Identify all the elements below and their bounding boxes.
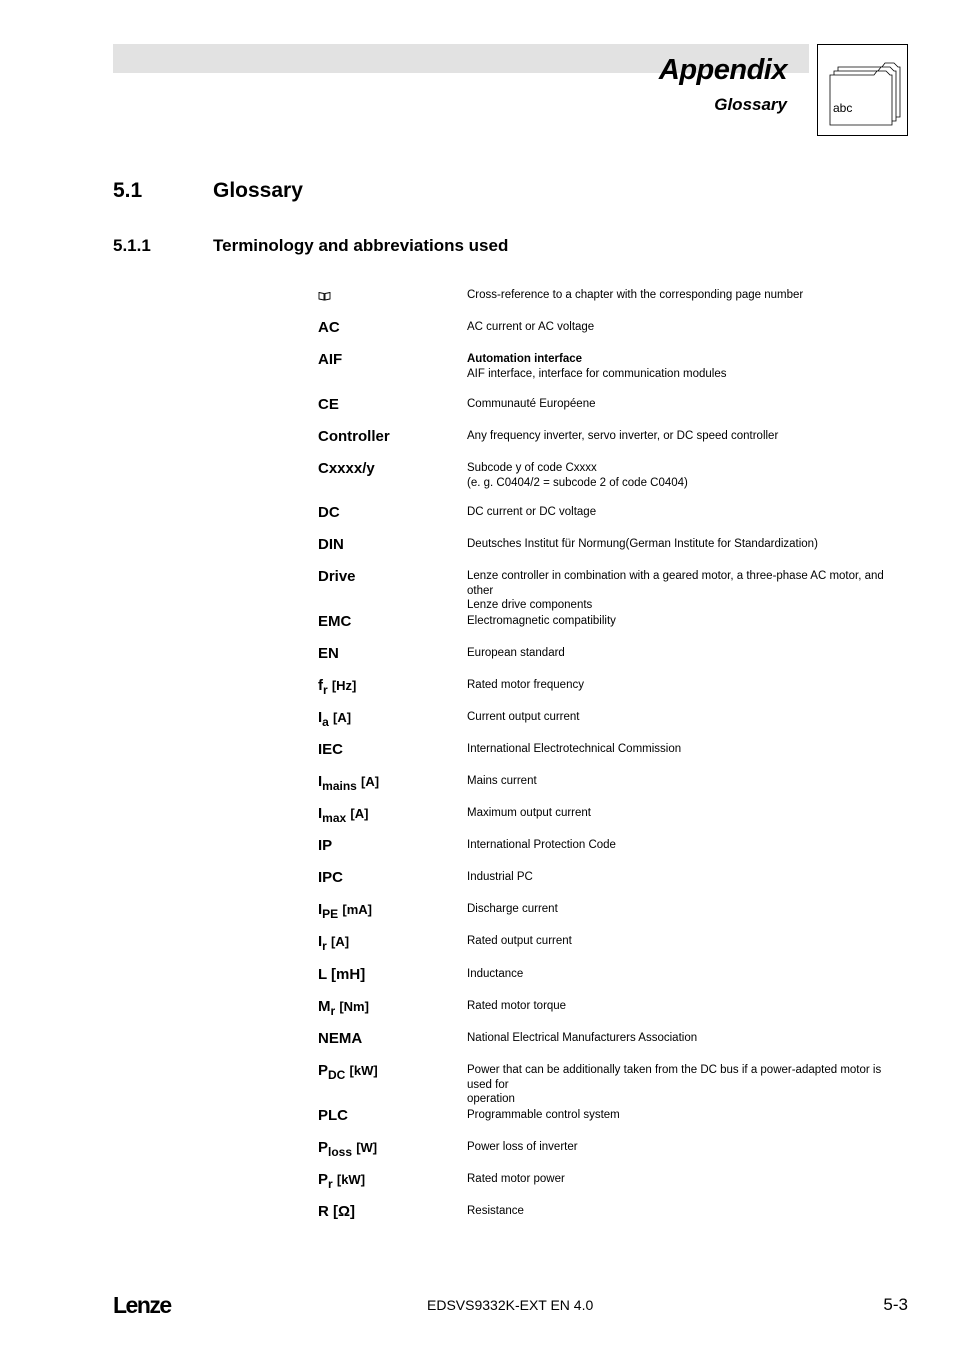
term-text: EN [318,645,339,662]
glossary-definition [467,678,907,693]
definition-line: Power that can be additionally taken from the DC bus if a power-adapted motor is used for [467,1064,882,1091]
term-text: NEMA [318,1030,363,1047]
chapter-title: Appendix [658,54,787,86]
glossary-term [318,1171,463,1189]
glossary-definition [467,902,907,917]
term-text: R [Ω] [318,1203,356,1220]
glossary-term [318,568,463,586]
definition-line: Electromagnetic compatibility [467,615,616,627]
page-number: 5-3 [883,1295,908,1314]
definition-line: AC current or AC voltage [467,321,595,333]
glossary-term [318,933,463,951]
glossary-term [318,645,463,663]
glossary-term [318,1030,463,1048]
subsection-title: Terminology and abbreviations used [213,236,509,255]
definition-line: Deutsches Institut für Normung(German Institute for Standardization) [467,538,818,550]
glossary-definition [467,806,907,821]
glossary-definition [467,838,907,853]
glossary-term [318,1139,463,1157]
glossary-term [318,869,463,887]
term-subscript: mains [322,779,357,793]
term-subscript: DC [328,1068,346,1082]
term-text: P [318,1062,329,1079]
term-unit: [Hz] [331,678,357,693]
brand-logo: Lenze [113,1292,171,1318]
term-text: IEC [318,741,344,758]
term-text: I [318,933,323,950]
glossary-definition [467,710,907,725]
chapter-subtitle: Glossary [714,95,787,114]
term-text: Cxxxx/y [318,460,375,477]
glossary-definition [467,569,907,613]
term-subscript: PE [322,907,339,921]
glossary-term [318,837,463,855]
glossary-definition [467,999,907,1014]
definition-line: Rated motor torque [467,1000,567,1012]
definition-line: Power loss of inverter [467,1141,578,1153]
glossary-term [318,536,463,554]
definition-line: Rated motor frequency [467,679,584,691]
definition-line: AIF interface, interface for communication modules [467,367,727,380]
glossary-term [318,1107,463,1125]
definition-line: International Electrotechnical Commission [467,743,682,755]
term-text: CE [318,396,339,413]
glossary-term [318,396,463,414]
term-text: IP [318,837,333,854]
term-text: DIN [318,536,344,553]
term-unit: [kW] [349,1063,378,1078]
term-unit: [A] [333,710,352,725]
glossary-definition [467,1108,907,1123]
term-unit: [mA] [342,902,372,917]
definition-line: Rated motor power [467,1173,565,1185]
glossary-definition [467,870,907,885]
glossary-definition [467,397,907,412]
definition-line: Resistance [467,1205,524,1217]
folder-icon [818,45,909,137]
term-text: f [318,677,323,694]
term-subscript: r [323,683,328,697]
term-subscript: r [330,1004,336,1018]
term-text: I [318,773,323,790]
glossary-term [318,319,463,337]
term-text: P [318,1171,329,1188]
term-subscript: loss [328,1145,353,1159]
glossary-definition [467,505,907,520]
definition-line: Lenze controller in combination with a geared motor, a three-phase AC motor, and other [467,570,884,597]
glossary-definition [467,288,907,303]
term-text: L [mH] [318,966,366,983]
definition-line: Cross-reference to a chapter with the corresponding page number [467,289,804,301]
definition-line: Inductance [467,968,524,980]
definition-line: Industrial PC [467,871,533,883]
term-text: DC [318,504,340,521]
glossary-term [318,351,463,369]
glossary-term [318,741,463,759]
definition-line: DC current or DC voltage [467,506,597,518]
glossary-definition [467,537,907,552]
glossary-term [318,460,463,478]
glossary-definition [467,1172,907,1187]
term-text: EMC [318,613,352,630]
glossary-term [318,773,463,791]
definition-line: operation [467,1093,515,1105]
glossary-term [318,287,463,306]
term-text: I [318,901,323,918]
glossary-term [318,966,463,984]
definition-line: International Protection Code [467,839,616,851]
term-text: P [318,1139,329,1156]
definition-line: Programmable control system [467,1109,620,1121]
section-title: Glossary [213,179,303,202]
glossary-definition [467,934,907,949]
term-text: I [318,709,323,726]
definition-heading: Automation interface [467,353,583,365]
definition-line: Current output current [467,711,580,723]
term-text: Drive [318,568,356,585]
definition-line: Subcode y of code Cxxxx [467,462,597,474]
term-text: IPC [318,869,344,886]
glossary-definition [467,1204,907,1219]
definition-line: Any frequency inverter, servo inverter, or DC speed controller [467,430,779,442]
term-unit: [A] [331,934,350,949]
glossary-term [318,677,463,695]
definition-line: European standard [467,647,565,659]
term-unit: [Nm] [339,999,369,1014]
term-unit: [kW] [336,1172,366,1187]
glossary-definition [467,614,907,629]
glossary-term [318,428,463,446]
glossary-term [318,504,463,522]
definition-line: Mains current [467,775,537,787]
glossary-term [318,998,463,1016]
definition-line: Discharge current [467,903,558,915]
definition-line: Rated output current [467,935,572,947]
folder-icon-box [817,44,908,136]
term-subscript: a [322,715,329,729]
term-subscript: max [322,811,347,825]
term-text: AC [318,319,340,336]
glossary-definition [467,1031,907,1046]
glossary-definition [467,320,907,335]
glossary-definition [467,352,907,381]
glossary-term [318,1062,463,1080]
term-text: AIF [318,351,343,368]
icon-label: abc [833,101,853,115]
term-text: Controller [318,428,390,445]
subsection-number: 5.1.1 [113,236,151,255]
glossary-term [318,613,463,631]
term-text: PLC [318,1107,348,1124]
glossary-term [318,1203,463,1221]
glossary-term [318,709,463,727]
glossary-definition [467,967,907,982]
document-id: EDSVS9332K-EXT EN 4.0 [427,1297,594,1313]
term-subscript: r [328,1177,333,1191]
glossary-definition [467,646,907,661]
term-unit: [A] [361,774,380,789]
glossary-term [318,901,463,919]
glossary-definition [467,774,907,789]
definition-line: Communauté Européene [467,398,596,410]
glossary-definition [467,1140,907,1155]
glossary-definition [467,742,907,757]
definition-line: Maximum output current [467,807,591,819]
term-unit: [A] [350,806,369,821]
term-subscript: r [322,939,327,953]
book-icon [318,291,331,301]
glossary-definition [467,461,907,490]
term-unit: [W] [356,1140,378,1155]
definition-line: (e. g. C0404/2 = subcode 2 of code C0404) [467,476,688,489]
definition-line: National Electrical Manufacturers Association [467,1032,698,1044]
definition-line: Lenze drive components [467,599,593,611]
term-text: I [318,805,323,822]
glossary-term [318,805,463,823]
term-text: M [318,998,331,1015]
glossary-definition [467,1063,907,1107]
section-number: 5.1 [113,179,143,202]
glossary-definition [467,429,907,444]
